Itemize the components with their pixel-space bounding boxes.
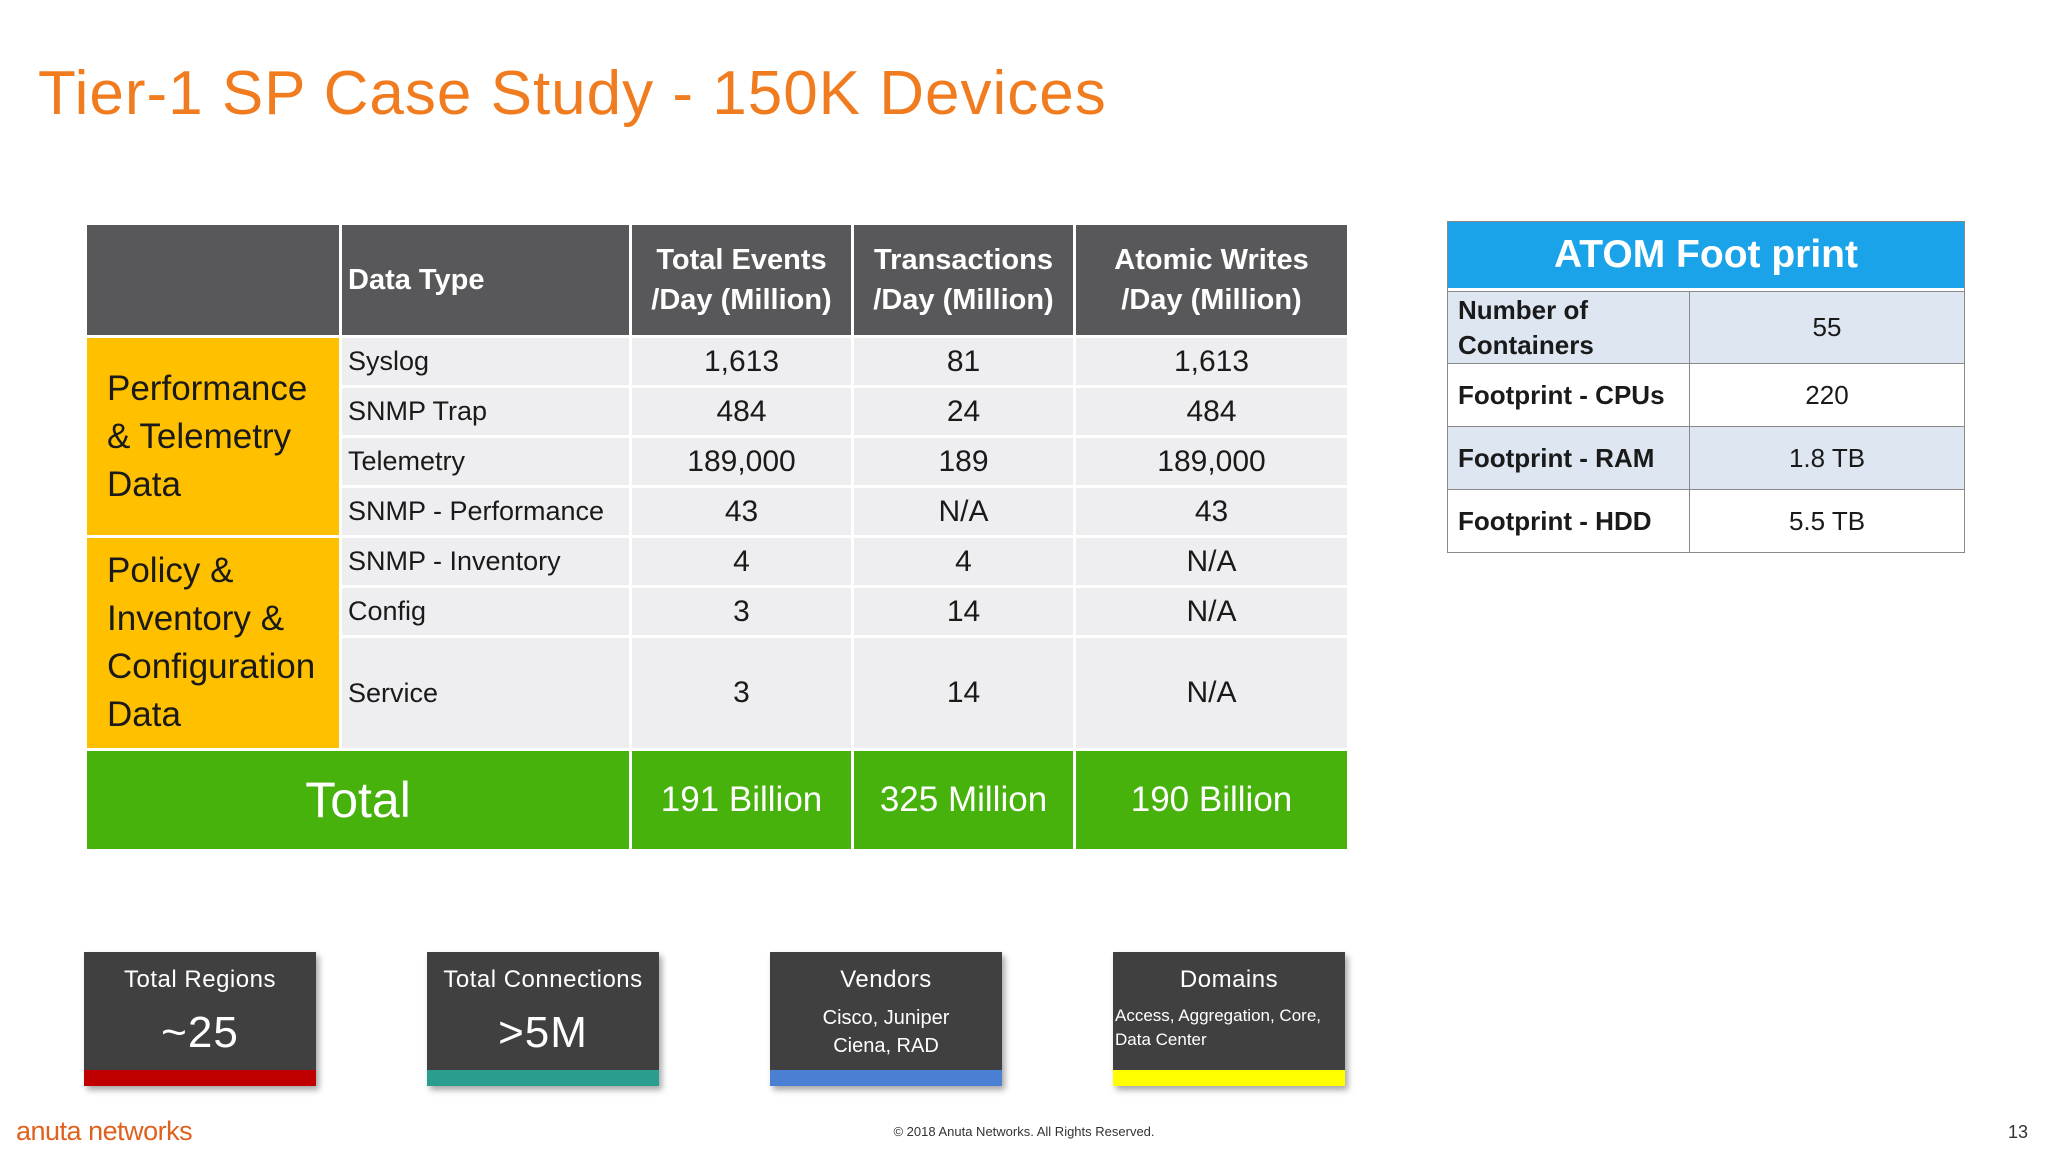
- table-header-row: [87, 225, 1347, 335]
- stat-value: >5M: [498, 1008, 588, 1057]
- cell-transactions: 4: [854, 538, 1073, 585]
- stat-domains: [1113, 952, 1345, 1086]
- cell-writes: N/A: [1076, 538, 1347, 585]
- footprint-label: Footprint - RAM: [1448, 427, 1690, 489]
- category-line: Data: [107, 464, 181, 504]
- cell-data-type: SNMP - Performance: [342, 488, 629, 535]
- company-logo: anuta networks: [16, 1116, 193, 1146]
- cell-events: 43: [632, 488, 851, 535]
- stat-vendors: [770, 952, 1002, 1086]
- header-atomic-writes: [1076, 225, 1347, 335]
- cell-writes: 1,613: [1076, 338, 1347, 385]
- cell-events: 189,000: [632, 438, 851, 485]
- cell-writes: 43: [1076, 488, 1347, 535]
- header-data-type: Data Type: [342, 225, 629, 335]
- slide-title: Tier-1 SP Case Study - 150K Devices: [38, 59, 1107, 128]
- cell-events: 3: [632, 638, 851, 748]
- footprint-value: 220: [1805, 379, 1849, 410]
- cell-transactions: 189: [854, 438, 1073, 485]
- stat-detail-line1: Access, Aggregation, Core,: [1115, 1006, 1322, 1025]
- stat-detail-line1: Cisco, Juniper: [822, 1007, 950, 1029]
- category-line: Inventory &: [107, 599, 285, 638]
- stat-color-bar: [84, 1070, 316, 1086]
- cell-transactions: 81: [854, 338, 1073, 385]
- stat-value: ~25: [161, 1008, 239, 1057]
- cell-transactions: 24: [854, 388, 1073, 435]
- stat-label: Total Connections: [443, 966, 643, 993]
- cell-events: 1,613: [632, 338, 851, 385]
- cell-events: 484: [632, 388, 851, 435]
- data-volume-table: [84, 222, 1350, 852]
- stat-color-bar: [770, 1070, 1002, 1086]
- cell-data-type: Config: [342, 588, 629, 635]
- header-total-events: [632, 225, 851, 335]
- footprint-row-ram: [1448, 426, 1964, 489]
- stat-label: Domains: [1179, 966, 1279, 993]
- stat-color-bar: [427, 1070, 659, 1086]
- stat-detail: [1113, 1004, 1345, 1052]
- page-number: 13: [2007, 1122, 2028, 1142]
- header-empty-cell: [87, 225, 339, 335]
- footprint-row-hdd: [1448, 489, 1964, 552]
- footprint-label: Footprint - HDD: [1448, 490, 1690, 552]
- cell-events: 4: [632, 538, 851, 585]
- stat-label: Vendors: [840, 966, 932, 993]
- total-transactions: 325 Million: [854, 751, 1073, 849]
- footprint-label: Footprint - CPUs: [1448, 364, 1690, 426]
- footprint-title: ATOM Foot print: [1448, 222, 1964, 291]
- cell-data-type: Service: [342, 638, 629, 748]
- total-writes: 190 Billion: [1076, 751, 1347, 849]
- total-events: 191 Billion: [632, 751, 851, 849]
- cell-writes: N/A: [1076, 588, 1347, 635]
- footprint-label-line2: Containers: [1458, 329, 1594, 360]
- category-performance-telemetry: [87, 338, 339, 535]
- cell-data-type: SNMP Trap: [342, 388, 629, 435]
- cell-events: 3: [632, 588, 851, 635]
- header-transactions-line2: /Day (Million): [873, 284, 1054, 316]
- cell-data-type: Syslog: [342, 338, 629, 385]
- header-total-events-line1: Total Events: [656, 244, 827, 276]
- total-label: Total: [87, 751, 629, 849]
- header-transactions: [854, 225, 1073, 335]
- cell-writes: 484: [1076, 388, 1347, 435]
- footprint-row-containers: [1448, 291, 1964, 363]
- cell-writes: N/A: [1076, 638, 1347, 748]
- cell-data-type: SNMP - Inventory: [342, 538, 629, 585]
- footprint-value: 5.5 TB: [1788, 505, 1866, 536]
- cell-transactions: 14: [854, 588, 1073, 635]
- table-row: [87, 538, 1347, 585]
- category-line: Data: [107, 695, 181, 734]
- stat-detail: [770, 1004, 1002, 1060]
- header-transactions-line1: Transactions: [874, 244, 1053, 276]
- category-line: Configuration: [107, 647, 316, 686]
- category-line: Performance: [107, 368, 308, 408]
- stat-detail-line2: Data Center: [1115, 1030, 1207, 1049]
- stat-detail-line2: Ciena, RAD: [833, 1035, 939, 1057]
- footprint-value: 55: [1812, 312, 1842, 342]
- footprint-value: 1.8 TB: [1788, 442, 1866, 473]
- table-row: [87, 338, 1347, 385]
- cell-transactions: 14: [854, 638, 1073, 748]
- total-row: [87, 751, 1347, 849]
- stat-color-bar: [1113, 1070, 1345, 1086]
- category-line: & Telemetry: [107, 416, 292, 456]
- stat-label: Total Regions: [124, 966, 276, 993]
- footprint-row-cpus: [1448, 363, 1964, 426]
- footprint-label: [1448, 292, 1690, 363]
- category-line: Policy &: [107, 551, 234, 590]
- stat-total-connections: [427, 952, 659, 1086]
- atom-footprint-table: [1447, 221, 1965, 553]
- header-total-events-line2: /Day (Million): [651, 284, 832, 316]
- cell-writes: 189,000: [1076, 438, 1347, 485]
- copyright-footer: © 2018 Anuta Networks. All Rights Reserved.: [893, 1124, 1155, 1139]
- header-atomic-writes-line2: /Day (Million): [1121, 284, 1302, 316]
- footprint-label-line1: Number of: [1458, 294, 1588, 325]
- header-atomic-writes-line1: Atomic Writes: [1114, 244, 1309, 276]
- cell-transactions: N/A: [854, 488, 1073, 535]
- category-policy-inventory-config: [87, 538, 339, 748]
- stat-total-regions: [84, 952, 316, 1086]
- cell-data-type: Telemetry: [342, 438, 629, 485]
